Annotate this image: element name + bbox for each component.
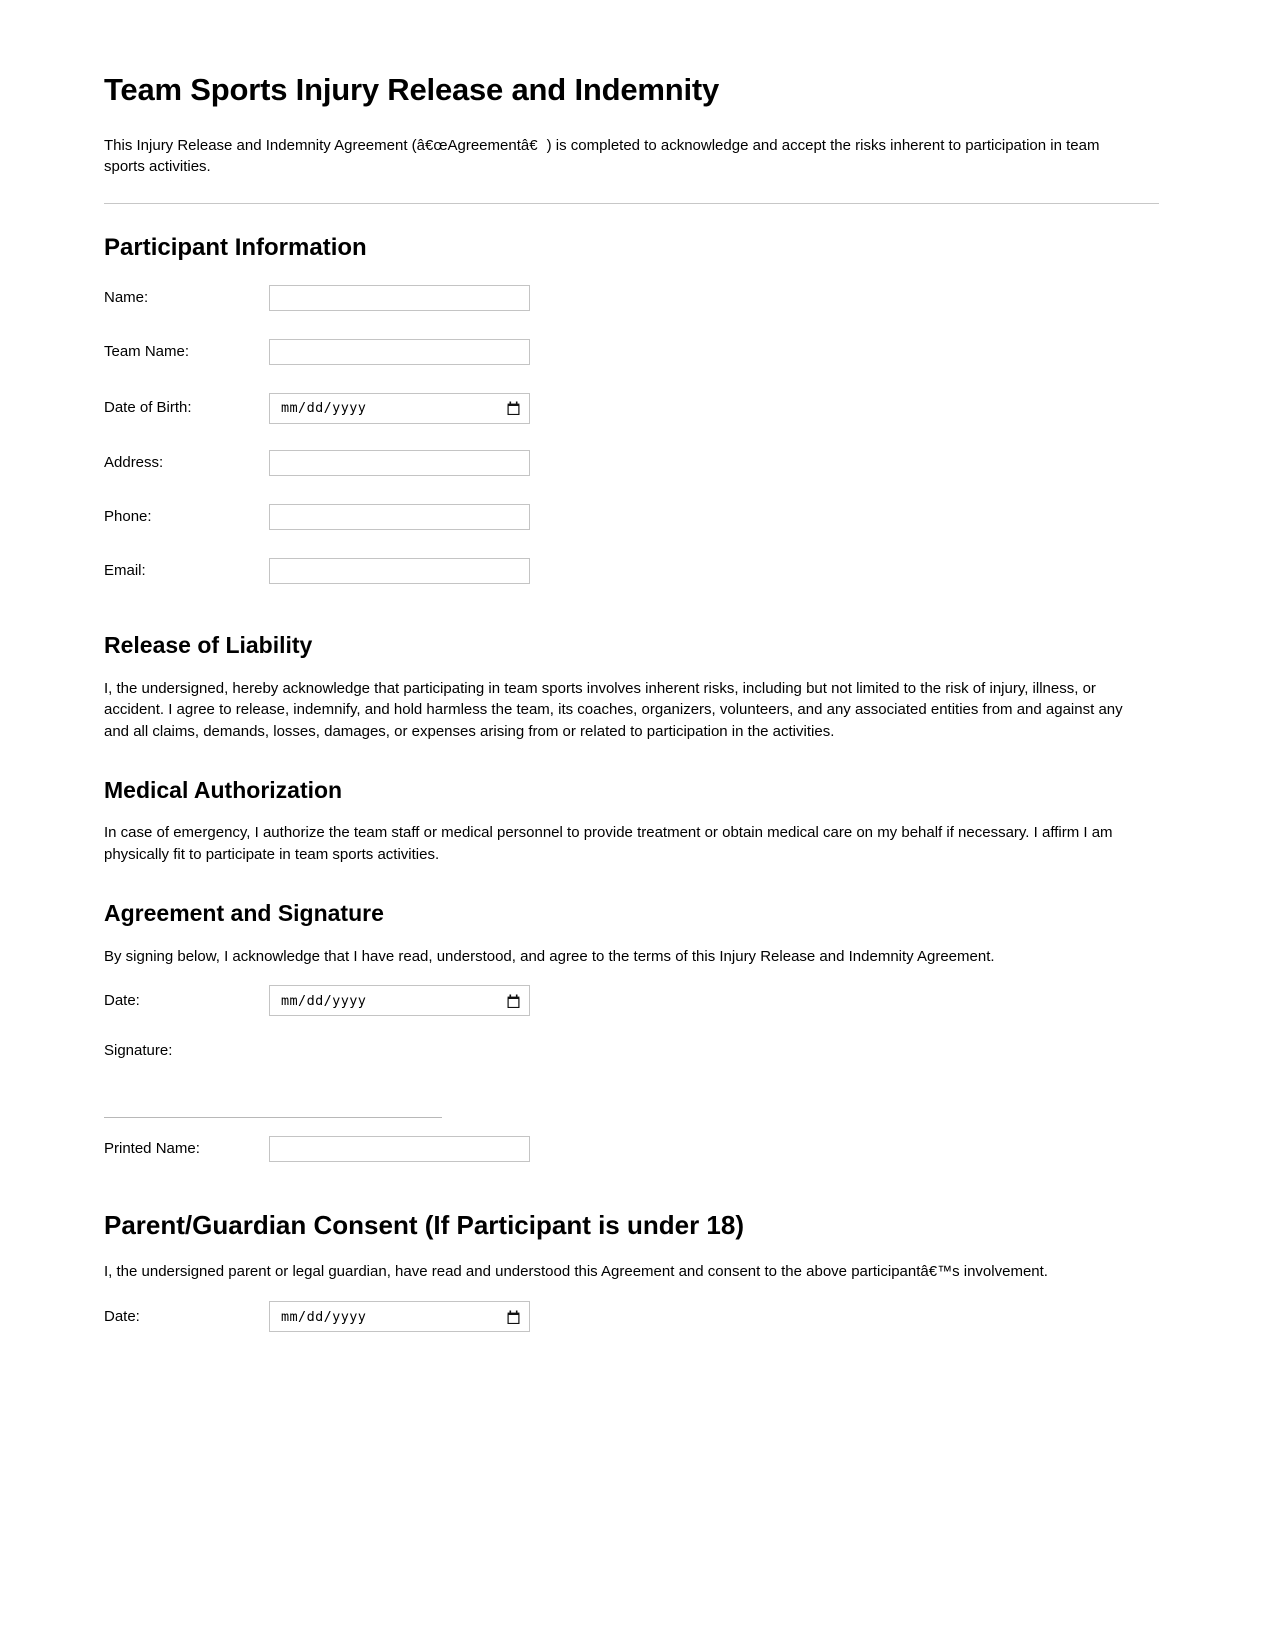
section-agreement-and-signature [104,900,1159,1162]
release-of-liability-heading: Release of Liability [104,631,313,658]
parent-guardian-consent-text: I, the undersigned parent or legal guardian, have read and understood this Agreement and consent to the above participantâ€™s involvement. [104,1263,1048,1281]
signature-line[interactable] [104,1117,442,1118]
team-name-label: Team Name: [104,342,190,360]
field-row-name [104,285,1159,311]
guardian-date-label: Date: [104,1307,140,1325]
section-participant-information [104,234,1159,584]
medical-authorization-heading: Medical Authorization [104,776,343,803]
field-row-team-name [104,339,1159,365]
agreement-and-signature-text: By signing below, I acknowledge that I have read, understood, and agree to the terms of this Injury Release and Indemnity Agreement. [104,947,995,965]
address-label: Address: [104,453,164,471]
agreement-date-placeholder: mm/dd/yyyy [281,992,367,1009]
bottom-spacer [104,1358,1159,1588]
section-parent-guardian-consent [104,1210,1159,1332]
release-of-liability-text: I, the undersigned, hereby acknowledge that participating in team sports involves inherent risks, including but not limited to the risk of injury, illness, or accident. I agree to release, indemnify, and hold harmless the team, its coaches, organizers, volunteers, and any associated entities from and against any and all claims, demands, losses, damages, or expenses arising from or related to participation in the activities. [104,679,1123,741]
agreement-date-label: Date: [104,991,140,1009]
signature-block [104,1042,1159,1118]
printed-name-input[interactable] [269,1136,530,1162]
field-row-date-of-birth [104,393,1159,424]
calendar-icon[interactable] [507,994,520,1008]
signature-label: Signature: [104,1042,173,1060]
name-label: Name: [104,288,149,306]
intro-paragraph: This Injury Release and Indemnity Agreement (â€œAgreementâ€) is completed to acknowledge and accept the risks inherent to participation in team sports activities. [104,136,1100,175]
field-row-address [104,450,1159,476]
field-row-guardian-date [104,1301,1159,1332]
agreement-and-signature-heading: Agreement and Signature [104,899,384,926]
address-input[interactable] [269,450,530,476]
participant-information-heading: Participant Information [104,234,367,262]
field-row-email [104,558,1159,584]
calendar-icon[interactable] [507,1310,520,1324]
page-title: Team Sports Injury Release and Indemnity [104,72,720,107]
name-input[interactable] [269,285,530,311]
guardian-date-input[interactable] [269,1301,530,1332]
field-row-printed-name [104,1136,1159,1162]
guardian-date-placeholder: mm/dd/yyyy [281,1308,367,1325]
email-label: Email: [104,561,146,579]
printed-name-label: Printed Name: [104,1140,200,1158]
medical-authorization-text: In case of emergency, I authorize the team staff or medical personnel to provide treatment or obtain medical care on my behalf if necessary. I affirm I am physically fit to participate in team sports activities. [104,824,1113,864]
date-of-birth-label: Date of Birth: [104,399,192,417]
section-medical-authorization [104,777,1159,866]
header-divider [104,203,1159,204]
field-row-agreement-date [104,985,1159,1016]
date-of-birth-placeholder: mm/dd/yyyy [281,400,367,417]
phone-label: Phone: [104,507,152,525]
phone-input[interactable] [269,504,530,530]
parent-guardian-consent-heading: Parent/Guardian Consent (If Participant is under 18) [104,1210,745,1241]
date-of-birth-input[interactable] [269,393,530,424]
section-release-of-liability [104,632,1159,743]
team-name-input[interactable] [269,339,530,365]
calendar-icon[interactable] [507,401,520,415]
agreement-date-input[interactable] [269,985,530,1016]
email-input[interactable] [269,558,530,584]
field-row-phone [104,504,1159,530]
